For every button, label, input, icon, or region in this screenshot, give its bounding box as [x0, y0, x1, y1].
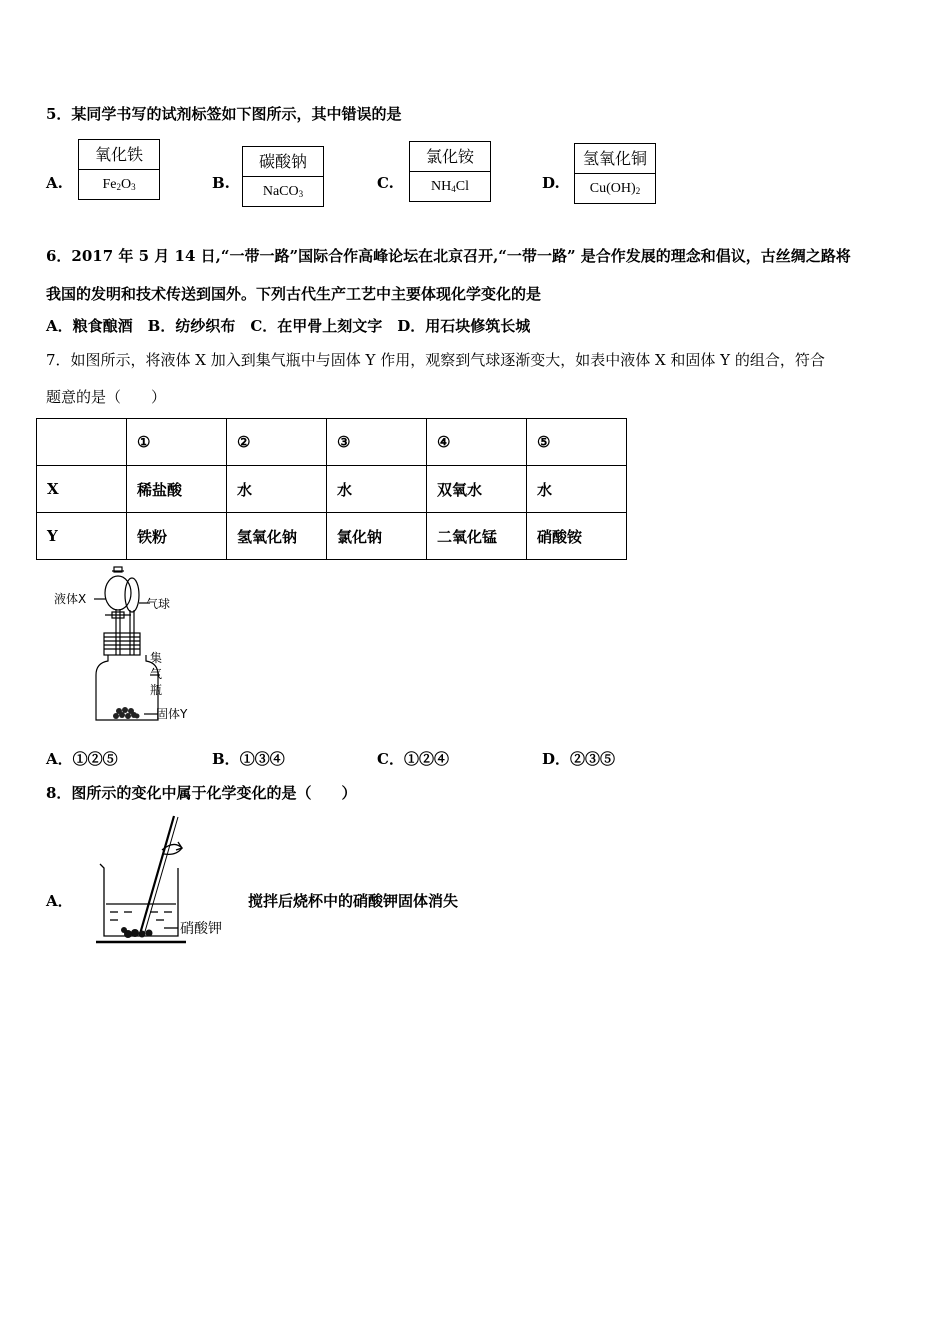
figure-label-liquid: 液体X — [54, 592, 87, 606]
option-letter: C． — [377, 750, 404, 768]
table-cell: 二氧化锰 — [427, 513, 527, 560]
q6-options: A．粮食酿酒 B．纺纱织布 C．在甲骨上刻文字 D．用石块修筑长城 — [46, 317, 531, 335]
q6-line-2: 我国的发明和技术传送到国外。下列古代生产工艺中主要体现化学变化的是 — [46, 285, 542, 303]
label-name: 氢氧化铜 — [575, 144, 655, 174]
q8-option-a-letter: A． — [46, 892, 73, 910]
option-letter: A． — [46, 750, 73, 768]
label-name: 氧化铁 — [79, 140, 159, 170]
label-formula: $Cu(OH)_2$ — [589, 181, 641, 196]
q8-option-a-text: 搅拌后烧杯中的硝酸钾固体消失 — [248, 892, 459, 910]
option-text: ②③⑤ — [570, 750, 616, 768]
option-text: ①③④ — [239, 750, 285, 768]
q7-line-2: 题意的是（ ） — [46, 388, 167, 406]
q7-option-b — [212, 748, 285, 769]
gas-bottle-apparatus-figure — [50, 565, 210, 730]
table-cell: 硝酸铵 — [527, 513, 627, 560]
figure-label-balloon: 气球 — [146, 597, 171, 611]
table-cell: 双氧水 — [427, 466, 527, 513]
table-row — [37, 466, 627, 513]
table-cell: 水 — [327, 466, 427, 513]
option-letter: B． — [212, 750, 240, 768]
q7-line-1: 7．如图所示，将液体 X 加入到集气瓶中与固体 Y 作用，观察到气球逐渐变大，如表中液体 X 和固体 Y 的组合，符合 — [46, 351, 825, 369]
q5-option-d-letter: D. — [542, 174, 560, 192]
label-formula: $Fe_2O_3$ — [102, 177, 136, 192]
beaker-stirring-figure — [94, 812, 244, 947]
table-cell: X — [37, 466, 127, 513]
option-text: ①②⑤ — [72, 750, 118, 768]
label-name: 碳酸钠 — [243, 147, 323, 177]
table-cell — [37, 419, 127, 466]
table-cell: 氯化钠 — [327, 513, 427, 560]
table-cell: ⑤ — [527, 419, 627, 466]
table-row — [37, 419, 627, 466]
q7-table — [36, 418, 627, 560]
q8-stem: 8．图所示的变化中属于化学变化的是（ ） — [46, 784, 357, 802]
figure-label-bottle-2: 气 — [150, 667, 163, 681]
table-row — [37, 513, 627, 560]
figure-label-bottle-3: 瓶 — [150, 683, 163, 697]
label-formula: $NH_4Cl$ — [431, 179, 469, 194]
q5-label-card-a — [78, 139, 160, 200]
figure-label-bottle-1: 集 — [150, 651, 163, 665]
table-cell: 氢氧化钠 — [227, 513, 327, 560]
label-formula: NaCO$_3$ — [262, 184, 304, 199]
table-cell: ③ — [327, 419, 427, 466]
q6-line-1: 6．2017 年 5 月 14 日,“一带一路”国际合作高峰论坛在北京召开,“一带一路” 是合作发展的理念和倡议，古丝绸之路将 — [46, 247, 851, 265]
table-cell: ④ — [427, 419, 527, 466]
q5-option-c-letter: C. — [377, 174, 394, 192]
figure-label-potassium-nitrate: 硝酸钾 — [180, 921, 222, 937]
table-cell: ② — [227, 419, 327, 466]
label-name: 氯化铵 — [410, 142, 490, 172]
q5-option-b-letter: B. — [212, 174, 230, 192]
option-text: ①②④ — [403, 750, 449, 768]
option-letter: D． — [542, 750, 571, 768]
table-cell: 稀盐酸 — [127, 466, 227, 513]
figure-label-solid: 固体Y — [156, 707, 188, 721]
q5-option-a-letter: A. — [46, 174, 63, 192]
table-cell: ① — [127, 419, 227, 466]
q7-option-a — [46, 748, 118, 769]
q7-option-d — [542, 748, 615, 769]
q5-label-card-d — [574, 143, 656, 204]
q5-label-card-c — [409, 141, 491, 202]
table-cell: 水 — [227, 466, 327, 513]
q7-option-c — [377, 748, 449, 769]
q5-label-card-b — [242, 146, 324, 207]
q5-stem: 5．某同学书写的试剂标签如下图所示，其中错误的是 — [46, 105, 402, 123]
table-cell: 水 — [527, 466, 627, 513]
table-cell: Y — [37, 513, 127, 560]
table-cell: 铁粉 — [127, 513, 227, 560]
